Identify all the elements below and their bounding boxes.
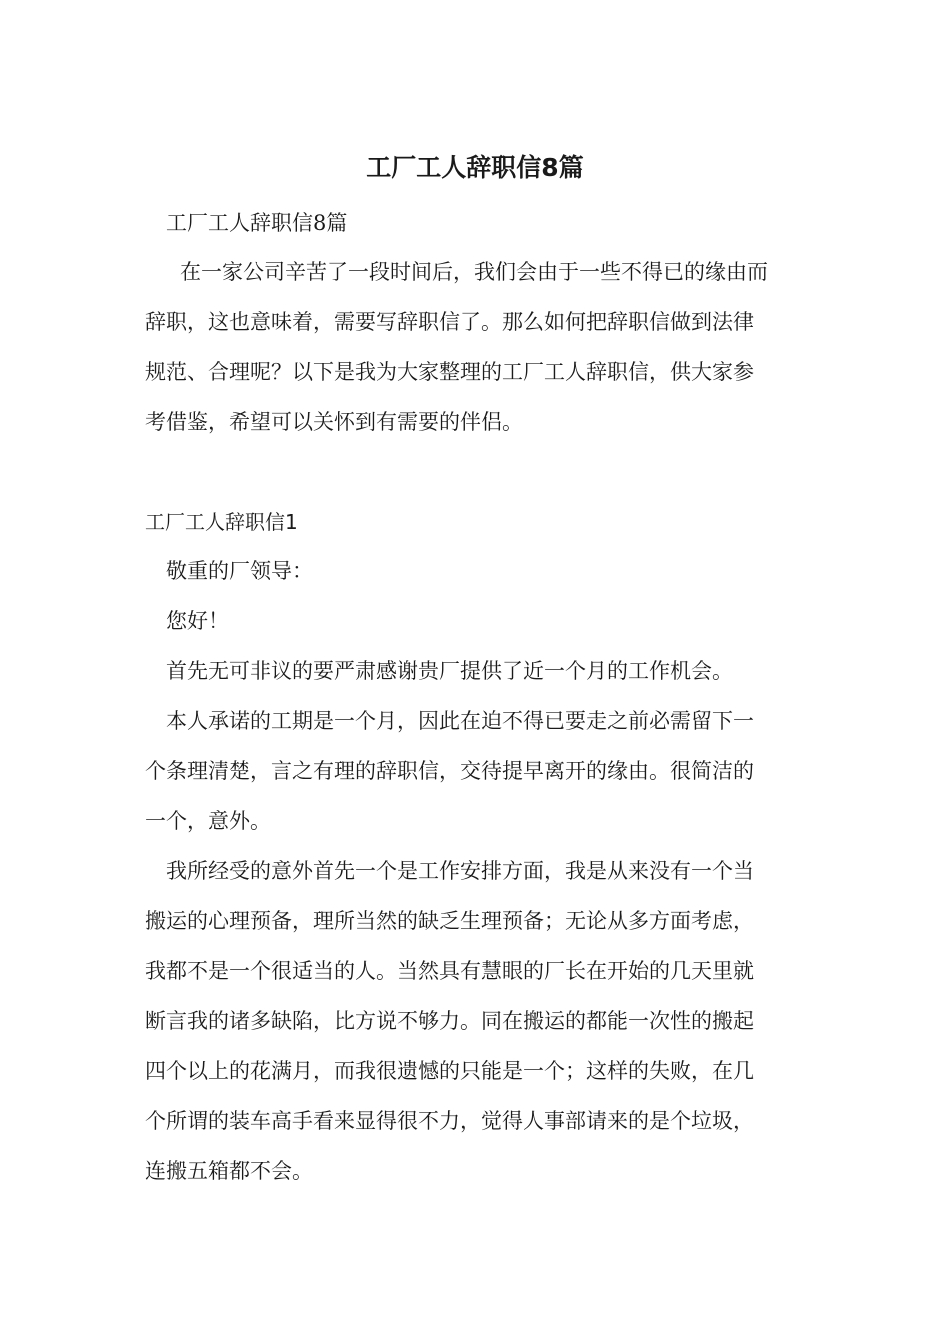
letter-paragraph-3-line-7: 连搬五箱都不会。 xyxy=(145,1159,313,1183)
letter-paragraph-3-line-4: 断言我的诸多缺陷，比方说不够力。同在搬运的都能一次性的搬起 xyxy=(145,1009,754,1033)
letter-greeting: 您好！ xyxy=(166,609,229,633)
letter-paragraph-2-line-3: 一个，意外。 xyxy=(145,809,271,833)
letter-paragraph-3-line-5: 四个以上的花满月，而我很遗憾的只能是一个；这样的失败，在几 xyxy=(145,1059,754,1083)
letter-heading: 工厂工人辞职信1 xyxy=(145,510,298,534)
document-subtitle: 工厂工人辞职信8篇 xyxy=(166,211,348,235)
letter-salutation: 敬重的厂领导： xyxy=(166,559,313,583)
intro-line-1: 在一家公司辛苦了一段时间后，我们会由于一些不得已的缘由而 xyxy=(180,260,768,284)
letter-paragraph-2-line-2: 个条理清楚，言之有理的辞职信，交待提早离开的缘由。很简洁的 xyxy=(145,759,754,783)
document-title: 工厂工人辞职信8篇 xyxy=(366,153,584,182)
intro-line-4: 考借鉴，希望可以关怀到有需要的伴侣。 xyxy=(145,410,523,434)
intro-line-3: 规范、合理呢？以下是我为大家整理的工厂工人辞职信，供大家参 xyxy=(145,360,754,384)
letter-paragraph-1: 首先无可非议的要严肃感谢贵厂提供了近一个月的工作机会。 xyxy=(166,659,733,683)
letter-paragraph-3-line-1: 我所经受的意外首先一个是工作安排方面，我是从来没有一个当 xyxy=(166,859,754,883)
intro-line-2: 辞职，这也意味着，需要写辞职信了。那么如何把辞职信做到法律 xyxy=(145,310,754,334)
letter-paragraph-2-line-1: 本人承诺的工期是一个月，因此在迫不得已要走之前必需留下一 xyxy=(166,709,754,733)
letter-paragraph-3-line-2: 搬运的心理预备，理所当然的缺乏生理预备；无论从多方面考虑， xyxy=(145,909,754,933)
letter-paragraph-3-line-6: 个所谓的装车高手看来显得很不力，觉得人事部请来的是个垃圾， xyxy=(145,1109,754,1133)
letter-paragraph-3-line-3: 我都不是一个很适当的人。当然具有慧眼的厂长在开始的几天里就 xyxy=(145,959,754,983)
